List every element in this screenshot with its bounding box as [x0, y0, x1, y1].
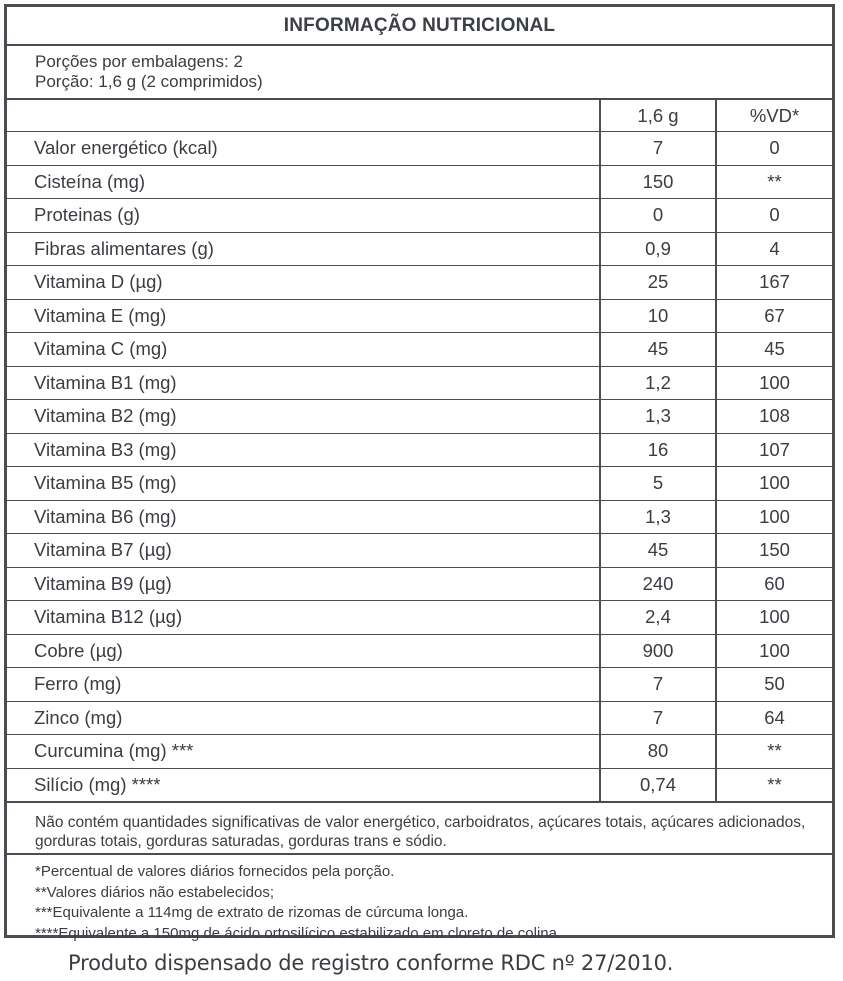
footnote-4: ****Equivalente a 150mg de ácido ortosilícico estabilizado em cloreto de colina. — [35, 924, 562, 942]
nutrient-daily-value: 108 — [716, 400, 832, 434]
table-row — [7, 165, 832, 199]
nutrient-daily-value: 107 — [716, 433, 832, 467]
table-row — [7, 500, 832, 534]
table-row — [7, 467, 832, 501]
nutrient-daily-value: 100 — [716, 601, 832, 635]
nutrient-quantity: 150 — [600, 165, 716, 199]
table-row — [7, 668, 832, 702]
nutrient-quantity: 45 — [600, 333, 716, 367]
nutrient-daily-value: 67 — [716, 299, 832, 333]
header-nutrient — [7, 100, 600, 132]
nutrient-quantity: 0 — [600, 199, 716, 233]
nutrient-quantity: 0,9 — [600, 232, 716, 266]
table-row — [7, 333, 832, 367]
insignificant-note: Não contém quantidades significativas de valor energético, carboidratos, açúcares totais, açúcares adicionados, gorduras totais, gorduras saturadas, gorduras trans e sódio. — [7, 801, 832, 853]
nutrient-quantity: 5 — [600, 467, 716, 501]
table-row — [7, 366, 832, 400]
table-row — [7, 266, 832, 300]
nutrient-daily-value: 0 — [716, 132, 832, 166]
nutrient-name: Proteinas (g) — [7, 199, 600, 233]
nutrient-name: Cobre (µg) — [7, 634, 600, 668]
nutrient-name: Vitamina C (mg) — [7, 333, 600, 367]
nutrient-daily-value: 100 — [716, 467, 832, 501]
table-row — [7, 199, 832, 233]
nutrient-daily-value: 150 — [716, 534, 832, 568]
table-row — [7, 601, 832, 635]
nutrient-daily-value: 100 — [716, 366, 832, 400]
nutrient-quantity: 16 — [600, 433, 716, 467]
nutrition-table — [7, 100, 832, 801]
nutrient-quantity: 0,74 — [600, 768, 716, 801]
nutrient-daily-value: 45 — [716, 333, 832, 367]
registration-footer: Produto dispensado de registro conforme RDC nº 27/2010. — [68, 951, 674, 975]
nutrient-quantity: 80 — [600, 735, 716, 769]
header-quantity: 1,6 g — [600, 100, 716, 132]
portion-info — [7, 46, 832, 100]
nutrient-name: Silício (mg) **** — [7, 768, 600, 801]
nutrient-name: Valor energético (kcal) — [7, 132, 600, 166]
nutrient-daily-value: 64 — [716, 701, 832, 735]
portions-per-package: Porções por embalagens: 2 — [35, 52, 243, 71]
table-row — [7, 735, 832, 769]
portion-size: Porção: 1,6 g (2 comprimidos) — [35, 72, 263, 91]
nutrient-quantity: 240 — [600, 567, 716, 601]
nutrient-daily-value: 0 — [716, 199, 832, 233]
nutrient-name: Vitamina B7 (µg) — [7, 534, 600, 568]
nutrient-daily-value: 4 — [716, 232, 832, 266]
nutrient-name: Vitamina B9 (µg) — [7, 567, 600, 601]
nutrient-quantity: 45 — [600, 534, 716, 568]
nutrient-name: Vitamina B12 (µg) — [7, 601, 600, 635]
nutrient-quantity: 7 — [600, 668, 716, 702]
nutrient-name: Curcumina (mg) *** — [7, 735, 600, 769]
nutrient-name: Ferro (mg) — [7, 668, 600, 702]
table-row — [7, 768, 832, 801]
nutrient-daily-value: 100 — [716, 500, 832, 534]
nutrient-quantity: 25 — [600, 266, 716, 300]
nutrient-quantity: 900 — [600, 634, 716, 668]
nutrient-name: Vitamina D (µg) — [7, 266, 600, 300]
nutrient-quantity: 10 — [600, 299, 716, 333]
table-row — [7, 400, 832, 434]
table-row — [7, 701, 832, 735]
nutrient-name: Vitamina B6 (mg) — [7, 500, 600, 534]
footnote-2: **Valores diários não estabelecidos; — [35, 883, 275, 901]
label-title: INFORMAÇÃO NUTRICIONAL — [7, 7, 832, 46]
nutrient-daily-value: ** — [716, 735, 832, 769]
nutrient-name: Vitamina B1 (mg) — [7, 366, 600, 400]
nutrient-daily-value: 60 — [716, 567, 832, 601]
table-row — [7, 567, 832, 601]
nutrient-daily-value: ** — [716, 768, 832, 801]
footnotes — [7, 853, 832, 944]
table-row — [7, 232, 832, 266]
nutrient-quantity: 1,2 — [600, 366, 716, 400]
footnote-3: ***Equivalente a 114mg de extrato de rizomas de cúrcuma longa. — [35, 904, 469, 921]
nutrient-name: Zinco (mg) — [7, 701, 600, 735]
nutrient-name: Vitamina E (mg) — [7, 299, 600, 333]
nutrient-quantity: 2,4 — [600, 601, 716, 635]
nutrient-name: Fibras alimentares (g) — [7, 232, 600, 266]
table-row — [7, 299, 832, 333]
table-row — [7, 634, 832, 668]
nutrient-daily-value: 50 — [716, 668, 832, 702]
nutrient-quantity: 1,3 — [600, 400, 716, 434]
nutrient-quantity: 7 — [600, 701, 716, 735]
table-row — [7, 433, 832, 467]
nutrient-daily-value: 100 — [716, 634, 832, 668]
nutrient-name: Vitamina B3 (mg) — [7, 433, 600, 467]
nutrient-quantity: 1,3 — [600, 500, 716, 534]
nutrition-facts-label — [4, 4, 835, 942]
table-header-row — [7, 100, 832, 132]
nutrient-name: Vitamina B2 (mg) — [7, 400, 600, 434]
nutrient-name: Cisteína (mg) — [7, 165, 600, 199]
header-daily-value: %VD* — [716, 100, 832, 132]
table-row — [7, 132, 832, 166]
footnote-1: *Percentual de valores diários fornecidos pela porção. — [35, 863, 395, 880]
nutrient-name: Vitamina B5 (mg) — [7, 467, 600, 501]
table-row — [7, 534, 832, 568]
nutrient-daily-value: 167 — [716, 266, 832, 300]
nutrient-daily-value: ** — [716, 165, 832, 199]
nutrient-quantity: 7 — [600, 132, 716, 166]
